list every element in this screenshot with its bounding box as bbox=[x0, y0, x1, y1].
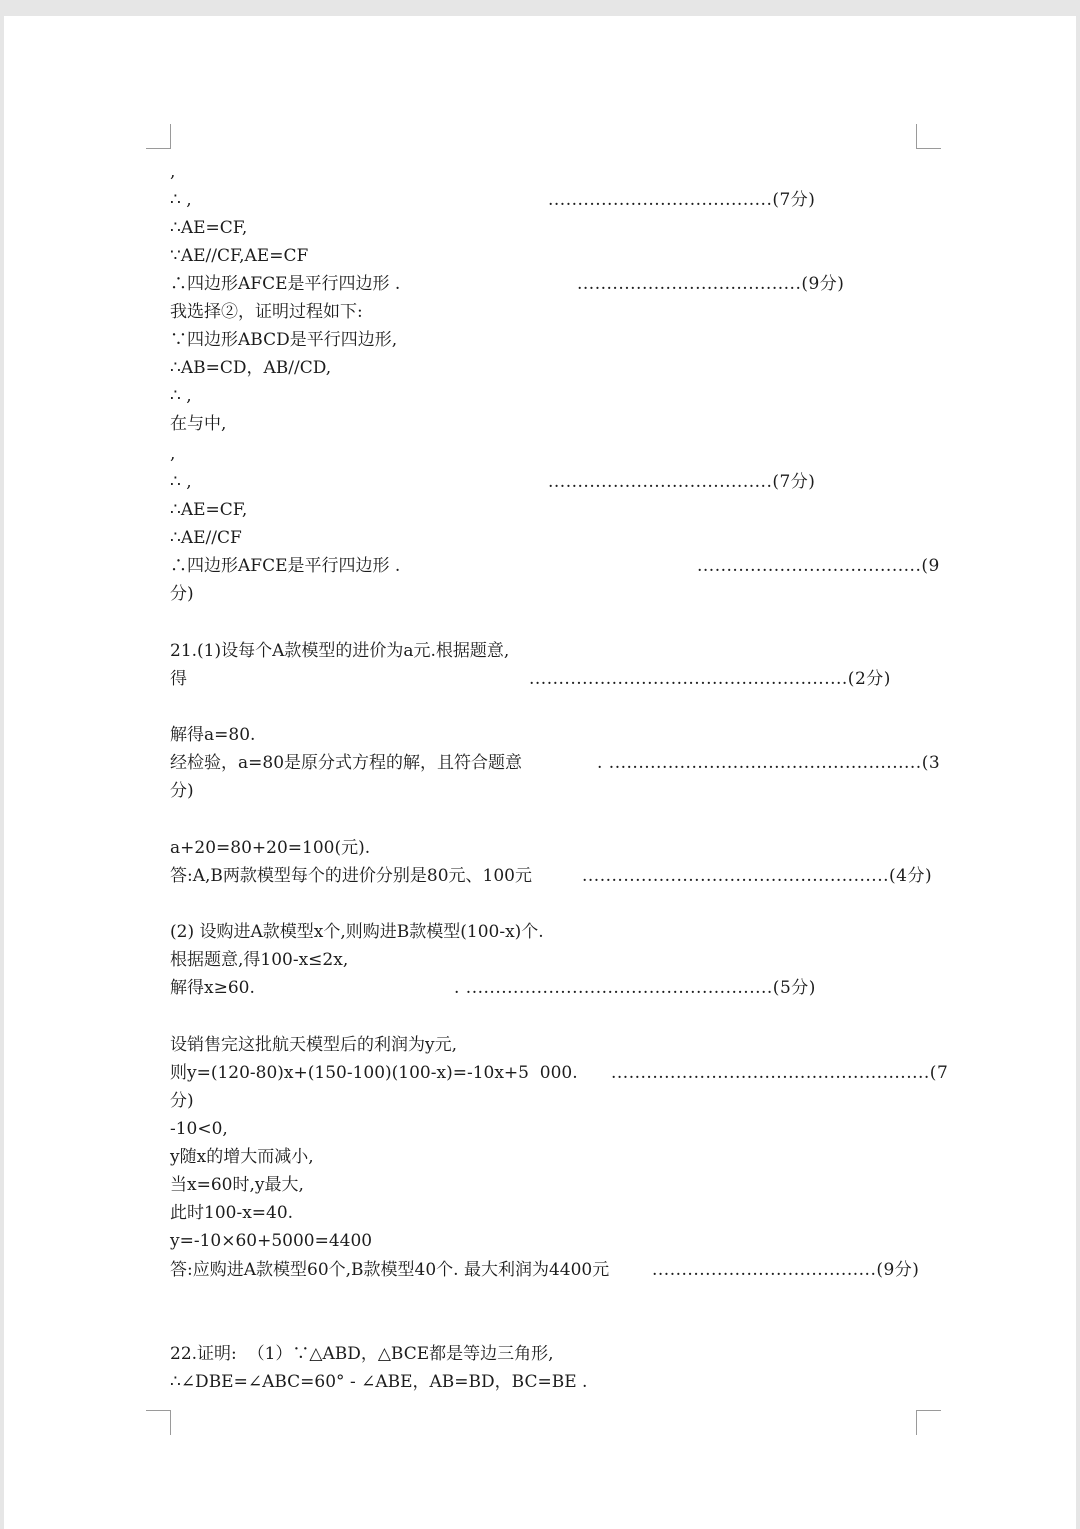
score-note: ......................................(9 bbox=[697, 556, 940, 576]
text-line: 解得a=80. bbox=[170, 725, 256, 745]
text-line: ∴ , bbox=[170, 472, 192, 492]
text-line: 分) bbox=[170, 1091, 194, 1111]
score-note: ......................................(9分) bbox=[652, 1260, 920, 1280]
text-line: ∴AB=CD，AB//CD, bbox=[170, 358, 332, 378]
crop-mark-bottom-right bbox=[916, 1410, 941, 1435]
text-line: 我选择②，证明过程如下: bbox=[170, 302, 363, 322]
text-line: ∵四边形ABCD是平行四边形, bbox=[170, 330, 398, 350]
score-note: ......................................(7分) bbox=[548, 190, 816, 210]
score-note: ......................................................(2分) bbox=[529, 669, 891, 689]
text-line: (2) 设购进A款模型x个,则购进B款模型(100-x)个. bbox=[170, 922, 544, 942]
text-line: ∴ , bbox=[170, 386, 192, 406]
crop-mark-top-right bbox=[916, 124, 941, 149]
text-line: 答:A,B两款模型每个的进价分别是80元、100元 bbox=[170, 866, 532, 886]
score-note: . .....................................................(3 bbox=[597, 753, 941, 773]
text-line: 此时100-x=40. bbox=[170, 1203, 294, 1223]
score-note: ......................................(9分) bbox=[577, 274, 845, 294]
text-line: ∴AE=CF, bbox=[170, 500, 248, 520]
score-note: ......................................................(7 bbox=[611, 1063, 949, 1083]
score-note: ....................................................(4分) bbox=[582, 866, 933, 886]
text-line: y随x的增大而减小, bbox=[170, 1147, 314, 1167]
document-page bbox=[4, 16, 1076, 1529]
text-line: 分) bbox=[170, 781, 194, 801]
text-line: 则y=(120-80)x+(150-100)(100-x)=-10x+5 000. bbox=[170, 1063, 578, 1083]
text-line: 22.证明: （1）∵△ABD，△BCE都是等边三角形, bbox=[170, 1344, 554, 1364]
text-line: 根据题意,得100-x≤2x, bbox=[170, 950, 349, 970]
text-line: ∴∠DBE=∠ABC=60° - ∠ABE，AB=BD，BC=BE . bbox=[170, 1372, 588, 1392]
text-line: , bbox=[170, 162, 176, 182]
text-line: 21.(1)设每个A款模型的进价为a元.根据题意, bbox=[170, 641, 510, 661]
text-line: ∵AE//CF,AE=CF bbox=[170, 246, 309, 266]
text-line: ∴AE=CF, bbox=[170, 218, 248, 238]
text-line: ∴ , bbox=[170, 190, 192, 210]
text-line: ∴四边形AFCE是平行四边形 . bbox=[170, 274, 401, 294]
text-line: 分) bbox=[170, 584, 194, 604]
score-note: ......................................(7分) bbox=[548, 472, 816, 492]
text-line: ∴AE//CF bbox=[170, 528, 242, 548]
text-line: 得 bbox=[170, 669, 187, 689]
text-line: 解得x≥60. bbox=[170, 978, 255, 998]
text-line: 经检验，a=80是原分式方程的解，且符合题意 bbox=[170, 753, 523, 773]
text-line: 设销售完这批航天模型后的利润为y元, bbox=[170, 1035, 458, 1055]
text-line: ∴四边形AFCE是平行四边形 . bbox=[170, 556, 401, 576]
text-line: 当x=60时,y最大, bbox=[170, 1175, 304, 1195]
text-line: -10<0, bbox=[170, 1119, 228, 1139]
text-line: , bbox=[170, 444, 176, 464]
text-line: a+20=80+20=100(元). bbox=[170, 838, 371, 858]
crop-mark-bottom-left bbox=[146, 1410, 171, 1435]
crop-mark-top-left bbox=[146, 124, 171, 149]
text-line: y=-10×60+5000=4400 bbox=[170, 1231, 373, 1251]
text-line: 在与中, bbox=[170, 414, 227, 434]
score-note: . ....................................................(5分) bbox=[454, 978, 816, 998]
text-line: 答:应购进A款模型60个,B款模型40个. 最大利润为4400元 bbox=[170, 1260, 610, 1280]
